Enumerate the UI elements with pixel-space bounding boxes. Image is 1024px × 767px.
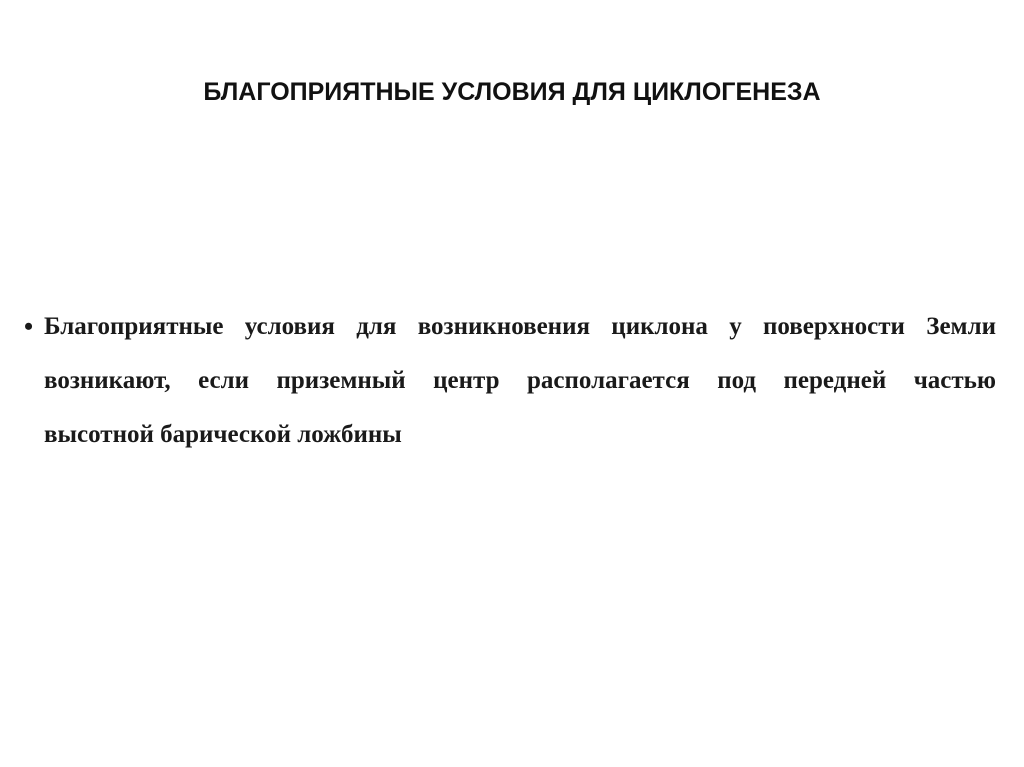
bullet-icon: • [24,312,34,341]
paragraph-line-2: возникают, если приземный центр располагается под передней частью [44,367,996,394]
paragraph-line-1: Благоприятные условия для возникновения циклона у поверхности Земли [44,313,996,340]
paragraph-line-3: высотной барической ложбины [44,421,402,448]
bullet-paragraph [24,300,996,462]
slide-title: БЛАГОПРИЯТНЫЕ УСЛОВИЯ ДЛЯ ЦИКЛОГЕНЕЗА [203,78,821,106]
